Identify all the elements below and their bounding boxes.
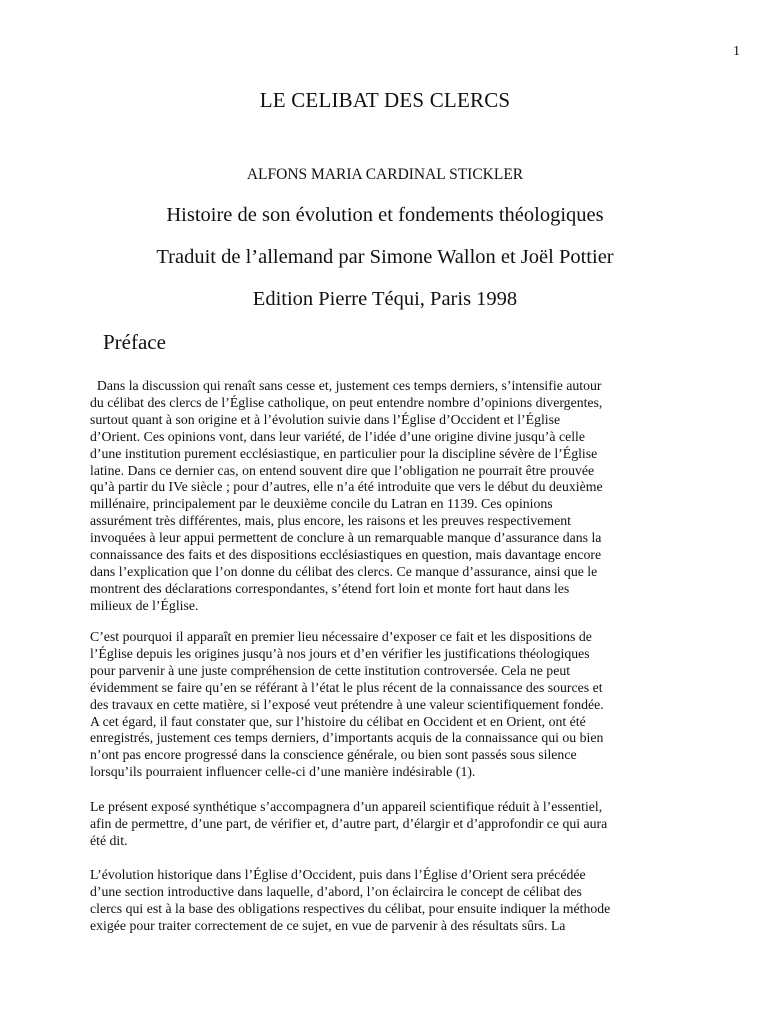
text-line: d’une institution purement ecclésiastique, en particulier pour la discipline sévère de l’Église (90, 445, 598, 461)
paragraph (90, 629, 686, 781)
text-line: millénaire, principalement par le deuxième concile du Latran en 1139. Ces opinions (90, 496, 553, 512)
text-line: n’ont pas encore progressé dans la conscience générale, ou bien sont passés sous silence (90, 747, 577, 763)
text-line: lorsqu’ils pourraient influencer celle-ci d’une manière indésirable (1). (90, 764, 476, 780)
text-line: d’Orient. Ces opinions vont, dans leur variété, de l’idée d’une origine divine jusqu’à celle (90, 428, 586, 444)
text-line: Le présent exposé synthétique s’accompagnera d’un appareil scientifique réduit à l’essentiel, (90, 799, 603, 814)
text-line: afin de permettre, d’une part, de vérifier et, d’autre part, d’élargir et d’approfondir ce qui aura (90, 815, 608, 831)
text-line: d’une section introductive dans laquelle, d’abord, l’on éclaircira le concept de célibat des (90, 883, 582, 899)
edition-line: Edition Pierre Téqui, Paris 1998 (252, 288, 518, 310)
text-line: évidemment se faire qu’en se référant à l’état le plus récent de la connaissance des sources et (90, 679, 603, 695)
text-line: latine. Dans ce dernier cas, on entend souvent dire que l’obligation ne pourrait être prouvée (90, 462, 595, 478)
text-line: L’évolution historique dans l’Église d’Occident, puis dans l’Église d’Orient sera précédée (90, 867, 586, 882)
text-line: l’Église depuis les origines jusqu’à nos jours et d’en vérifier les justifications théologiques (90, 645, 590, 661)
section-heading: Préface (103, 330, 166, 354)
text-line: milieux de l’Église. (90, 597, 199, 613)
text-line: montrent des déclarations correspondantes, s’étend fort loin et monte fort haut dans les (90, 580, 570, 596)
text-line: assurément très différentes, mais, plus encore, les raisons et les preuves respectivement (90, 513, 571, 529)
text-line: été dit. (90, 832, 128, 848)
text-line: enregistrés, justement ces temps derniers, d’importants acquis de la connaissance qui ou bien (90, 730, 604, 746)
text-line: clercs qui est à la base des obligations respectives du célibat, pour ensuite indiquer la méthode (90, 900, 611, 916)
text-line: des travaux en cette matière, si l’exposé veut prétendre à une valeur scientifiquement fondée. (90, 696, 604, 712)
page-number: 1 (733, 44, 740, 59)
text-line: surtout quant à son origine et à l’évolution suivie dans l’Église d’Occident et l’Église (90, 411, 561, 427)
document-title: LE CELIBAT DES CLERCS (259, 88, 511, 112)
text-line: connaissance des faits et des dispositions ecclésiastiques en question, mais davantage encore (90, 547, 602, 563)
translator-line: Traduit de l’allemand par Simone Wallon et Joël Pottier (156, 246, 614, 268)
text-line: exigée pour traiter correctement de ce sujet, en vue de parvenir à des résultats sûrs. La (90, 917, 566, 933)
paragraph (90, 799, 686, 850)
text-line: dans l’explication que l’on donne du célibat des clercs. Ce manque d’assurance, ainsi que le (90, 563, 598, 579)
text-line: du célibat des clercs de l’Église catholique, on peut entendre nombre d’opinions divergentes, (90, 394, 603, 410)
text-line: invoquées à leur appui permettent de conclure à un remarquable manque d’assurance dans la (90, 530, 602, 546)
text-line: A cet égard, il faut constater que, sur l’histoire du célibat en Occident et en Orient, ont été (90, 713, 586, 729)
subtitle-line: Histoire de son évolution et fondements théologiques (166, 204, 604, 226)
paragraph (90, 867, 686, 935)
paragraph (90, 378, 686, 615)
text-line: qu’à partir du IVe siècle ; pour d’autres, elle n’a été introduite que vers le début du deuxième (90, 479, 603, 495)
author-line: ALFONS MARIA CARDINAL STICKLER (246, 166, 524, 183)
text-line: pour parvenir à une juste compréhension de cette institution controversée. Cela ne peut (90, 662, 571, 678)
text-line: C’est pourquoi il apparaît en premier lieu nécessaire d’exposer ce fait et les dispositions de (90, 629, 592, 644)
text-line: Dans la discussion qui renaît sans cesse et, justement ces temps derniers, s’intensifie autour (90, 378, 602, 393)
